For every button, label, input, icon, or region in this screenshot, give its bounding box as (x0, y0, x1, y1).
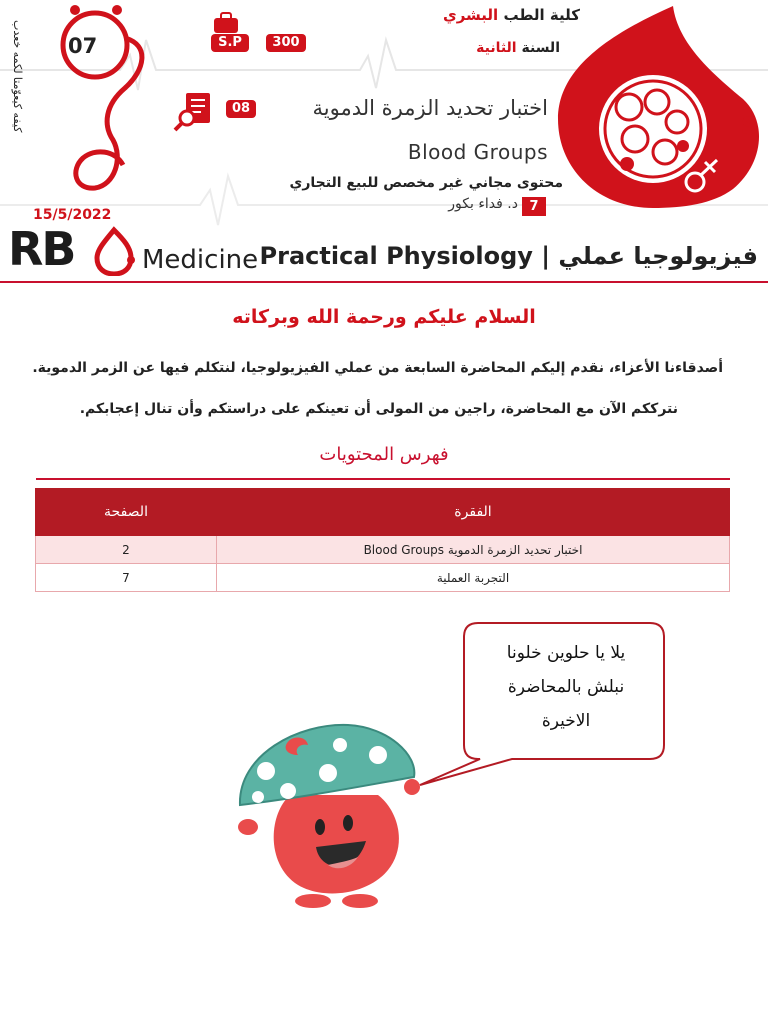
document-search-icon (172, 90, 218, 132)
toc-row-page: 7 (36, 564, 217, 592)
year-label (476, 40, 560, 56)
lecture-title-en: Blood Groups (407, 140, 548, 164)
toc-row-section[interactable]: اختبار تحديد الزمرة الدموية Blood Groups (217, 536, 730, 564)
header (0, 0, 768, 282)
mushroom-mascot-icon (228, 715, 428, 915)
toc-table (35, 488, 730, 592)
greeting: السلام عليكم ورحمة الله وبركاته (232, 306, 536, 328)
intro-line-1: أصدقاءنا الأعزاء، نقدم إليكم المحاضرة السابعة من عملي الفيزيولوجيا، لنتكلم فيها عن الزمر الدموية. (32, 360, 723, 376)
logo-letter: S (741, 112, 759, 140)
toc-row-section[interactable]: التجربة العملية (217, 564, 730, 592)
header-divider (0, 281, 768, 283)
free-content-note: محتوى مجاني غير مخصص للبيع التجاري (289, 175, 563, 191)
speech-bubble-text (476, 636, 656, 738)
year-prefix: السنة (521, 40, 560, 56)
bubble-line-1: يلا يا حلوين خلونا (506, 643, 626, 663)
bag-icon (213, 12, 239, 34)
subject-title: فيزيولوجيا عملي | Practical Physiology (259, 242, 758, 270)
medicine-label: Medicine (142, 245, 259, 275)
doctor-name: د. فداء بكور (448, 196, 518, 212)
brand-logo (8, 222, 74, 276)
brand-text: RB (8, 222, 75, 276)
sp-value-badge: 300 (266, 34, 306, 52)
lecture-date: 15/5/2022 (33, 207, 112, 223)
stethoscope-icon (55, 0, 165, 200)
blood-drop-logo-icon (553, 4, 768, 212)
pages-badge: 08 (226, 100, 256, 118)
toc-row[interactable] (36, 564, 730, 592)
toc-col-page: الصفحة (36, 489, 217, 536)
year-highlight: الثانية (476, 40, 517, 56)
doctor-badge: 7 (522, 197, 546, 216)
bubble-line-2: نبلش بالمحاضرة (507, 677, 625, 697)
college-highlight: البشري (442, 6, 499, 24)
brand-drop-icon (94, 226, 138, 276)
toc-header-row (36, 489, 730, 536)
sp-badge: S.P (211, 34, 249, 52)
side-vertical-text: كيفه كيعوّمتا لكمه خعدب (11, 20, 24, 133)
toc-col-section: الفقرة (217, 489, 730, 536)
bubble-line-3: الاخيرة (541, 711, 591, 731)
lecture-title-ar: اختبار تحديد الزمرة الدموية (312, 96, 548, 120)
toc-divider (36, 478, 730, 480)
college-prefix: كلية الطب (503, 6, 580, 24)
lecture-number: 07 (68, 34, 98, 58)
toc-row[interactable] (36, 536, 730, 564)
toc-heading: فهرس المحتويات (319, 444, 449, 465)
toc-row-page: 2 (36, 536, 217, 564)
intro-line-2: نترككم الآن مع المحاضرة، راجين من المولى أن تعينكم على دراستكم وأن تنال إعجابكم. (79, 401, 678, 417)
